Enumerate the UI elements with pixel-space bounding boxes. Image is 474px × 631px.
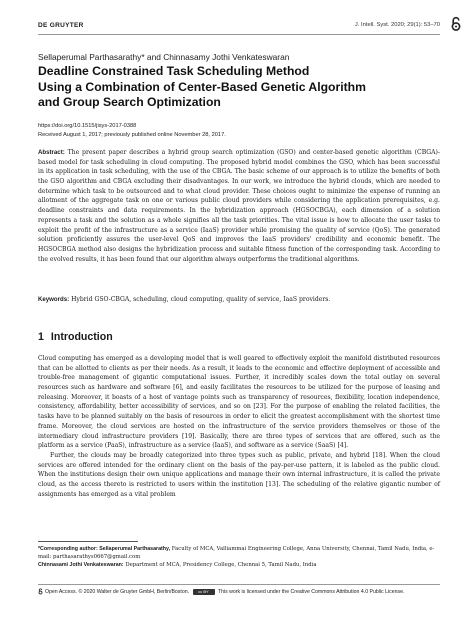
title-line: Deadline Constrained Task Scheduling Method (38, 64, 310, 78)
footnote-second-author (38, 561, 440, 569)
header-rule (38, 34, 440, 35)
license-text-after: This work is licensed under the Creative Commons Attribution 4.0 Public License. (217, 588, 405, 595)
publisher-name: DE GRUYTER (38, 21, 84, 29)
cc-by-badge-icon[interactable]: cc BY (193, 589, 215, 595)
license-note (38, 588, 440, 596)
footnotes (38, 545, 440, 570)
paragraph: Further, the clouds may be broadly categorized into three types such as public, private, and hybrid [18]. When the cloud services are offered intended for the ordinary client on the basis of the pay-per-use pattern, it is labeled as the public cloud. When the institutions design their own unique applications and manage their own internal infrastructure, it is called the private cloud, as the access thereto is restricted to users within the institution [13]. The scheduling of the relative gigantic number of assignments has emerged as a vital problem (38, 451, 440, 498)
section-heading (38, 331, 113, 343)
journal-citation: J. Intell. Syst. 2020; 29(1): 53–70 (354, 22, 440, 28)
article-title (38, 64, 440, 111)
license-text-before: Open Access. © 2020 Walter de Gruyter GmbH, Berlin/Boston. (45, 588, 190, 595)
footnote-text: Faculty of MCA, Valliammai Engineering College, Anna University, Chennai, Tamil Nadu, India, e-mail: parthasarathys0667@gmail.com (38, 546, 435, 561)
abstract-text: The present paper describes a hybrid group search optimization (GSO) and center-based genetic algorithm (CBGA)-based model for task scheduling in cloud computing. The proposed hybrid model combines the GSO, which has been successful in its application in task scheduling, with the use of the CBGA. The basic scheme of our approach is to utilize the benefits of both the GSO algorithm and CBGA excluding their disadvantages. In our work, we introduce the hybrid clouds, which are needed to determine which task to be outsourced and to what cloud provider. These choices ought to minimize the expense of running an allotment of the aggregate task on one or various public cloud providers while considering the application prerequisites, e.g. deadline constraints and data requirements. In the hybridization approach (HGSOCBGA), each dimension of a solution represents a task and the solution as a whole signifies all the task priorities. The vital issue is how to allocate the user tasks to exploit the profit of the infrastructure as a service (IaaS) provider while promising the quality of service (QoS). The generated solution proficiently assures the user-level QoS and improves the IaaS providers' credibility and economic benefit. The HGSOCBGA method also designs the hybridization process and suitable fitness function of the corresponding task. According to the evolved results, it has been found that our algorithm always outperforms the traditional algorithms. (38, 149, 440, 263)
open-access-icon (450, 16, 462, 32)
abstract-label: Abstract: (38, 149, 65, 156)
running-header (38, 18, 440, 32)
footnote-rule (38, 541, 138, 542)
license-rule (38, 584, 440, 585)
open-access-icon (38, 588, 43, 595)
footnote-label: Chinnasami Jothi Venkateswaran: (38, 562, 124, 569)
received-date: Received August 1, 2017; previously published online November 28, 2017. (38, 131, 226, 138)
title-line: Using a Combination of Center-Based Genetic Algorithm (38, 79, 366, 94)
author-list: Sellaperumal Parthasarathy* and Chinnasamy Jothi Venkateswaran (38, 52, 290, 62)
article-meta (38, 122, 226, 139)
paragraph: Cloud computing has emerged as a developing model that is well geared to effectively exploit the manifold distributed resources that can be allotted to clients as per their needs. As a result, it leads to the economic and effective deployment of accessible and trouble-free management of gigantic computational issues. Further, it incredibly scales down the total outlay on several resources such as hardware and software [6], and easily facilitates the resources to be utilized for the purpose of leasing and releasing. Moreover, it boasts of a host of vantage points such as transparency of resources, flexibility, location independence, consistency, affordability, better accessibility of services, and so on [23]. For the purpose of enabling the related facilities, the tasks have to be planned suitably on the basis of resources in order to elicit the greatest accomplishment with the shortest time frame. Moreover, the cloud services are hosted on the infrastructure of the service providers themselves or those of the intermediary cloud infrastructure providers [19]. Basically, there are three types of services that are offered, such as the platform as a service (PaaS), infrastructure as a service (IaaS), and software as a service (SaaS) [4]. (38, 355, 440, 450)
keywords (38, 296, 440, 303)
body-text (38, 354, 440, 499)
title-line: and Group Search Optimization (38, 95, 221, 110)
footnote-text: Department of MCA, Presidency College, Chennai 5, Tamil Nadu, India (125, 562, 317, 569)
doi-link[interactable]: https://doi.org/10.1515/jisys-2017-0388 (38, 123, 137, 129)
abstract (38, 148, 440, 264)
section-number: 1 (38, 331, 44, 343)
keywords-text: Hybrid GSO-CBGA, scheduling, cloud computing, quality of service, IaaS providers. (71, 296, 331, 303)
footnote-corresponding (38, 545, 440, 561)
section-title: Introduction (50, 331, 113, 343)
footnote-label: *Corresponding author: Sellaperumal Parthasarathy, (38, 546, 171, 552)
keywords-label: Keywords: (38, 296, 70, 303)
